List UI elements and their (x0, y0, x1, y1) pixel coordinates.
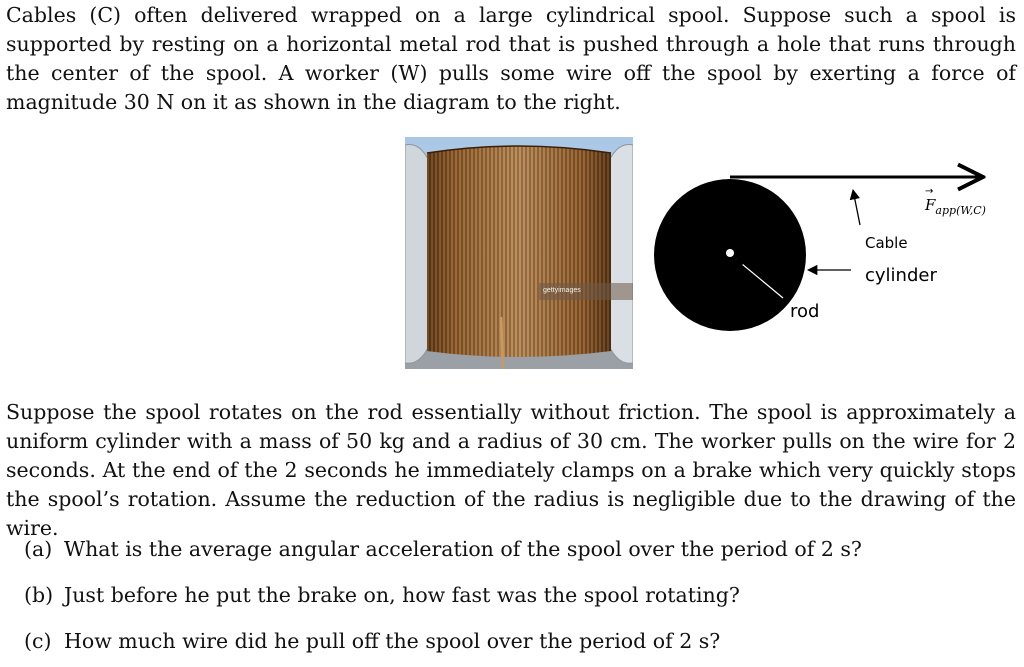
question-b (24, 581, 740, 609)
force-subscript: app(W,C) (935, 204, 986, 217)
problem-paragraph: Suppose the spool rotates on the rod essentially without friction. The spool is approximately a uniform cylinder with a mass of 50 kg and a radius of 30 cm. The worker pulls on the wire for 2 seconds. At the end of the 2 seconds he immediately clamps on a brake which very quickly stops the spool’s rotation. Assume the reduction of the radius is negligible due to the drawing of the wire. (6, 400, 1016, 540)
question-a (24, 535, 862, 563)
force-symbol: F (925, 196, 936, 214)
question-text: Just before he put the brake on, how fast was the spool rotating? (64, 583, 740, 607)
cable-pointer (853, 190, 860, 225)
intro-paragraph: Cables (C) often delivered wrapped on a large cylindrical spool. Suppose such a spool is supported by resting on a horizontal metal rod that is pushed through a hole that runs through the center of the spool. A worker (W) pulls some wire off the spool by exerting a force of magnitude 30 N on it as shown in the diagram to the right. (6, 3, 1016, 114)
rod-dot (726, 249, 734, 257)
question-label: (a) (24, 537, 53, 561)
watermark-text: gettyimages (543, 287, 581, 294)
rod-label: rod (790, 301, 820, 322)
cylinder-label: cylinder (865, 265, 937, 286)
cable-label: Cable (865, 234, 908, 252)
question-c (24, 627, 720, 655)
question-text: What is the average angular acceleration of the spool over the period of 2 s? (64, 537, 862, 561)
question-label: (b) (24, 583, 54, 607)
force-vector-hat: → (925, 186, 934, 197)
force-label (924, 196, 986, 217)
spool-diagram (640, 150, 1020, 350)
question-text: How much wire did he pull off the spool over the period of 2 s? (64, 629, 721, 653)
question-label: (c) (24, 629, 52, 653)
cable-spool-photo (405, 137, 633, 369)
